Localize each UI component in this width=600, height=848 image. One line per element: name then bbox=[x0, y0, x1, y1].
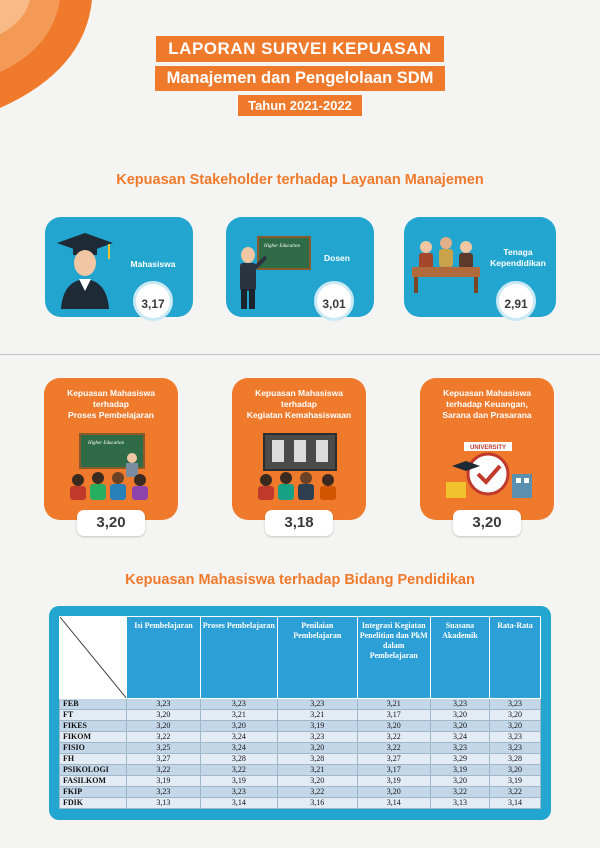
score-badge: 3,18 bbox=[265, 510, 333, 536]
value-cell: 3,24 bbox=[200, 743, 277, 754]
value-cell: 3,23 bbox=[278, 699, 357, 710]
value-cell: 3,23 bbox=[489, 699, 540, 710]
value-cell: 3,20 bbox=[430, 776, 489, 787]
value-cell: 3,23 bbox=[278, 732, 357, 743]
card-title-line: Kepuasan Mahasiswa bbox=[255, 388, 343, 398]
score-badge: 3,17 bbox=[133, 281, 173, 321]
value-cell: 3,23 bbox=[200, 699, 277, 710]
table-corner-cell bbox=[60, 617, 127, 699]
column-header: Suasana Akademik bbox=[430, 617, 489, 699]
card-title-line: Kepuasan Mahasiswa bbox=[67, 388, 155, 398]
value-cell: 3,22 bbox=[127, 765, 200, 776]
university-facility-icon bbox=[440, 438, 536, 502]
table-row bbox=[60, 798, 541, 809]
card-title bbox=[426, 388, 548, 421]
value-cell: 3,20 bbox=[489, 710, 540, 721]
value-cell: 3,27 bbox=[127, 754, 200, 765]
table-row bbox=[60, 721, 541, 732]
faculty-cell: FT bbox=[60, 710, 127, 721]
card-title-line: Kegiatan Kemahasiswaan bbox=[246, 410, 352, 420]
card-title-line: Sarana dan Prasarana bbox=[442, 410, 532, 420]
section-divider bbox=[0, 354, 600, 355]
faculty-cell: FASILKOM bbox=[60, 776, 127, 787]
graduate-icon bbox=[55, 229, 115, 309]
card-title-line: Kepuasan Mahasiswa bbox=[443, 388, 531, 398]
value-cell: 3,20 bbox=[278, 776, 357, 787]
table-row bbox=[60, 787, 541, 798]
value-cell: 3,22 bbox=[357, 732, 430, 743]
value-cell: 3,19 bbox=[278, 721, 357, 732]
stakeholder-label: Tenaga Kependidikan bbox=[490, 247, 546, 268]
student-activity-icon bbox=[254, 430, 346, 500]
value-cell: 3,28 bbox=[278, 754, 357, 765]
table-row bbox=[60, 732, 541, 743]
value-cell: 3,23 bbox=[430, 699, 489, 710]
value-cell: 3,16 bbox=[278, 798, 357, 809]
score-badge: 3,20 bbox=[453, 510, 521, 536]
value-cell: 3,24 bbox=[430, 732, 489, 743]
value-cell: 3,20 bbox=[127, 710, 200, 721]
value-cell: 3,20 bbox=[357, 721, 430, 732]
value-cell: 3,25 bbox=[127, 743, 200, 754]
value-cell: 3,23 bbox=[127, 699, 200, 710]
value-cell: 3,19 bbox=[489, 776, 540, 787]
score-badge: 3,20 bbox=[77, 510, 145, 536]
table-header-row bbox=[60, 617, 541, 699]
card-title-line: terhadap bbox=[93, 399, 129, 409]
value-cell: 3,17 bbox=[357, 765, 430, 776]
value-cell: 3,21 bbox=[278, 765, 357, 776]
student-card-proses-pembelajaran bbox=[44, 378, 178, 531]
value-cell: 3,22 bbox=[127, 732, 200, 743]
stakeholder-card-mahasiswa bbox=[45, 217, 193, 317]
value-cell: 3,20 bbox=[278, 743, 357, 754]
report-subtitle: Manajemen dan Pengelolaan SDM bbox=[155, 66, 446, 91]
value-cell: 3,22 bbox=[430, 787, 489, 798]
faculty-cell: FIKES bbox=[60, 721, 127, 732]
board-text: Higher Education bbox=[264, 244, 300, 249]
title-block bbox=[0, 36, 600, 120]
classroom-icon bbox=[66, 430, 158, 500]
card-title-line: terhadap Keuangan, bbox=[446, 399, 528, 409]
column-header: Integrasi Kegiatan Penelitian dan PkM dalam Pembelajaran bbox=[357, 617, 430, 699]
board-text: Higher Education bbox=[88, 441, 124, 446]
table-row bbox=[60, 710, 541, 721]
value-cell: 3,28 bbox=[489, 754, 540, 765]
value-cell: 3,22 bbox=[489, 787, 540, 798]
student-card-kegiatan-kemahasiswaan bbox=[232, 378, 366, 531]
table-row bbox=[60, 765, 541, 776]
card-title-line: terhadap bbox=[281, 399, 317, 409]
value-cell: 3,20 bbox=[489, 765, 540, 776]
value-cell: 3,21 bbox=[278, 710, 357, 721]
table-row bbox=[60, 776, 541, 787]
stakeholder-heading: Kepuasan Stakeholder terhadap Layanan Manajemen bbox=[116, 172, 484, 188]
card-title-line: Proses Pembelajaran bbox=[68, 410, 154, 420]
value-cell: 3,19 bbox=[430, 765, 489, 776]
column-header: Proses Pembelajaran bbox=[200, 617, 277, 699]
value-cell: 3,14 bbox=[200, 798, 277, 809]
score-badge: 3,01 bbox=[314, 281, 354, 321]
value-cell: 3,20 bbox=[430, 721, 489, 732]
stakeholder-card-tenaga-kependidikan bbox=[404, 217, 556, 317]
value-cell: 3,19 bbox=[200, 776, 277, 787]
value-cell: 3,20 bbox=[127, 721, 200, 732]
faculty-cell: FDIK bbox=[60, 798, 127, 809]
value-cell: 3,23 bbox=[127, 787, 200, 798]
value-cell: 3,22 bbox=[278, 787, 357, 798]
card-title bbox=[50, 388, 172, 421]
value-cell: 3,23 bbox=[489, 732, 540, 743]
report-title: LAPORAN SURVEI KEPUASAN bbox=[156, 36, 443, 62]
education-heading: Kepuasan Mahasiswa terhadap Bidang Pendidikan bbox=[125, 572, 475, 588]
value-cell: 3,24 bbox=[200, 732, 277, 743]
table-row bbox=[60, 743, 541, 754]
value-cell: 3,19 bbox=[127, 776, 200, 787]
table-row bbox=[60, 699, 541, 710]
column-header: Isi Pembelajaran bbox=[127, 617, 200, 699]
value-cell: 3,21 bbox=[200, 710, 277, 721]
value-cell: 3,23 bbox=[200, 787, 277, 798]
stakeholder-label: Dosen bbox=[324, 253, 350, 263]
value-cell: 3,13 bbox=[127, 798, 200, 809]
value-cell: 3,23 bbox=[489, 743, 540, 754]
education-table bbox=[59, 616, 541, 809]
value-cell: 3,14 bbox=[489, 798, 540, 809]
table-row bbox=[60, 754, 541, 765]
value-cell: 3,22 bbox=[357, 743, 430, 754]
value-cell: 3,21 bbox=[357, 699, 430, 710]
value-cell: 3,14 bbox=[357, 798, 430, 809]
value-cell: 3,23 bbox=[430, 743, 489, 754]
faculty-cell: FIKOM bbox=[60, 732, 127, 743]
card-title bbox=[238, 388, 360, 421]
lecturer-icon bbox=[234, 231, 312, 311]
stakeholder-card-dosen bbox=[226, 217, 374, 317]
diagonal-line bbox=[60, 617, 126, 698]
value-cell: 3,17 bbox=[357, 710, 430, 721]
faculty-cell: PSIKOLOGI bbox=[60, 765, 127, 776]
value-cell: 3,20 bbox=[489, 721, 540, 732]
value-cell: 3,20 bbox=[357, 787, 430, 798]
score-badge: 2,91 bbox=[496, 281, 536, 321]
staff-meeting-icon bbox=[410, 233, 482, 295]
faculty-cell: FEB bbox=[60, 699, 127, 710]
value-cell: 3,19 bbox=[357, 776, 430, 787]
student-card-keuangan-sarana-prasarana bbox=[420, 378, 554, 531]
value-cell: 3,27 bbox=[357, 754, 430, 765]
faculty-cell: FH bbox=[60, 754, 127, 765]
report-year: Tahun 2021-2022 bbox=[238, 95, 362, 116]
stakeholder-label: Mahasiswa bbox=[130, 259, 176, 269]
value-cell: 3,28 bbox=[200, 754, 277, 765]
value-cell: 3,20 bbox=[200, 721, 277, 732]
banner-text: UNIVERSITY bbox=[470, 445, 507, 451]
value-cell: 3,13 bbox=[430, 798, 489, 809]
column-header: Penilaian Pembelajaran bbox=[278, 617, 357, 699]
value-cell: 3,29 bbox=[430, 754, 489, 765]
education-table-panel bbox=[49, 606, 551, 820]
faculty-cell: FKIP bbox=[60, 787, 127, 798]
faculty-cell: FISIO bbox=[60, 743, 127, 754]
column-header: Rata-Rata bbox=[489, 617, 540, 699]
value-cell: 3,22 bbox=[200, 765, 277, 776]
value-cell: 3,20 bbox=[430, 710, 489, 721]
